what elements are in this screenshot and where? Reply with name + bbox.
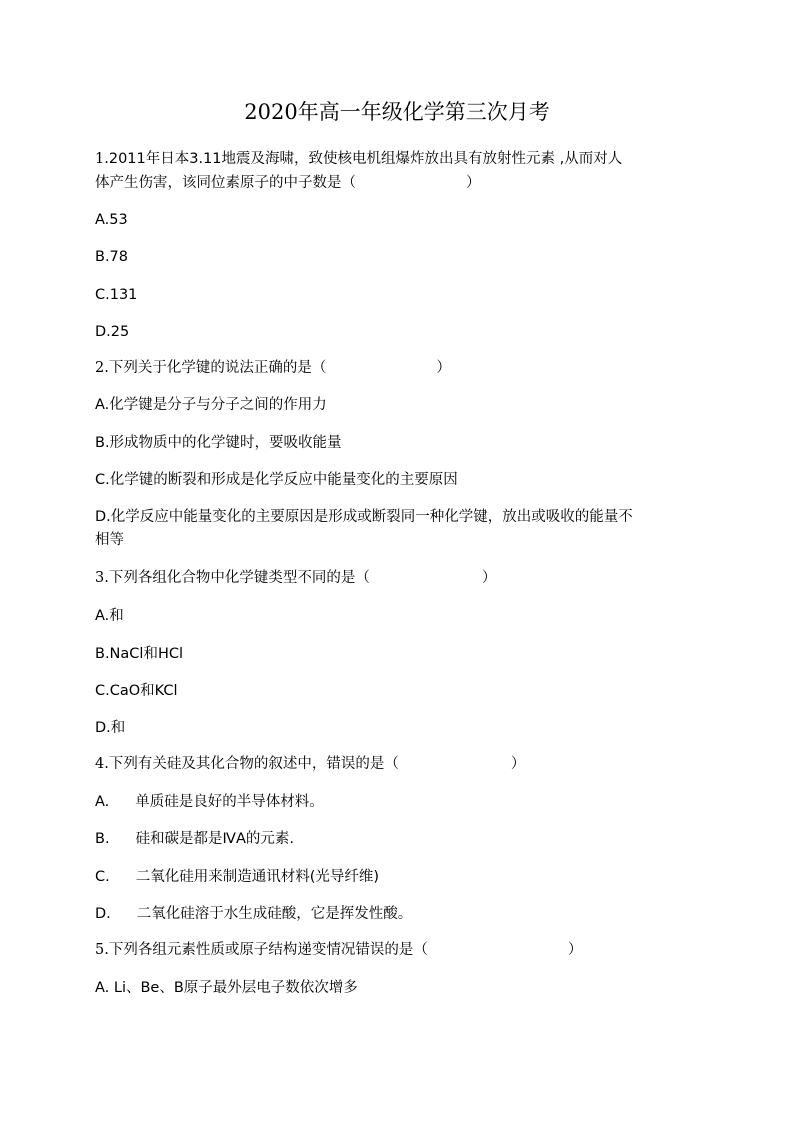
question-number: 3.: [95, 570, 109, 586]
question-3-option-d: D.和: [95, 720, 126, 736]
option-letter: C.: [95, 869, 110, 885]
question-2-option-a: A.化学键是分子与分子之间的作用力: [95, 397, 327, 413]
question-5-stem: [95, 939, 715, 961]
question-2-option-d-line-2: 相等: [95, 532, 124, 548]
option-letter: A.: [95, 794, 110, 810]
option-text: 硅和碳是都是ⅣA的元素.: [135, 831, 294, 847]
question-3-stem: [95, 567, 715, 589]
paren-close: ）: [510, 756, 526, 772]
question-stem-text: 2011年日本3.11地震及海啸，致使核电机组爆炸放出具有放射性元素 ,从而对人: [108, 151, 623, 167]
question-stem-text: 下列关于化学键的说法正确的是（: [108, 360, 327, 376]
question-4-stem: [95, 753, 715, 775]
option-letter: D.: [95, 906, 111, 922]
option-letter: B.: [95, 831, 110, 847]
paren-close: ）: [466, 175, 481, 191]
question-stem-text: 下列各组化合物中化学键类型不同的是（: [108, 570, 370, 586]
question-4-option-a: [95, 791, 715, 813]
question-2-stem: [95, 357, 715, 379]
question-1-option-d: D.25: [95, 324, 130, 340]
option-text: 二氧化硅溶于水生成硅酸，它是挥发性酸。: [136, 906, 413, 922]
question-1-stem-line-1: [95, 148, 715, 170]
question-3-option-b: B.NaCl和HCl: [95, 646, 183, 662]
question-stem-text: 下列各组元素性质或原子结构递变情况错误的是（: [108, 942, 428, 958]
question-3-option-a: A.和: [95, 608, 124, 624]
question-2-option-b: B.形成物质中的化学键时，要吸收能量: [95, 435, 342, 451]
question-number: 2.: [95, 360, 109, 376]
question-2-option-c: C.化学键的断裂和形成是化学反应中能量变化的主要原因: [95, 472, 458, 488]
question-2-option-d-line-1: D.化学反应中能量变化的主要原因是形成或断裂同一种化学键，放出或吸收的能量不: [95, 509, 633, 525]
question-1-option-c: C.131: [95, 287, 138, 303]
question-4-option-c: [95, 866, 715, 888]
question-stem-text: 体产生伤害，该同位素原子的中子数是（: [95, 175, 356, 191]
paren-close: ）: [567, 942, 583, 958]
option-text: 二氧化硅用来制造通讯材料(光导纤维): [135, 869, 380, 885]
question-1-option-a: A.53: [95, 212, 128, 228]
question-number: 4.: [95, 756, 109, 772]
question-number: 5.: [95, 942, 109, 958]
question-stem-text: 下列有关硅及其化合物的叙述中，错误的是（: [108, 756, 399, 772]
question-1-stem-line-2: [95, 172, 715, 194]
question-3-option-c: C.CaO和KCl: [95, 683, 178, 699]
question-4-option-d: [95, 903, 715, 925]
question-4-option-b: [95, 828, 715, 850]
paren-close: ）: [436, 360, 451, 376]
question-5-option-a: A. Li、Be、B原子最外层电子数依次增多: [95, 980, 358, 996]
option-text: 单质硅是良好的半导体材料。: [135, 794, 324, 810]
question-1-option-b: B.78: [95, 249, 129, 265]
question-number: 1.: [95, 151, 109, 167]
paren-close: ）: [481, 570, 497, 586]
page-title: 2020年高一年级化学第三次月考: [244, 100, 550, 124]
